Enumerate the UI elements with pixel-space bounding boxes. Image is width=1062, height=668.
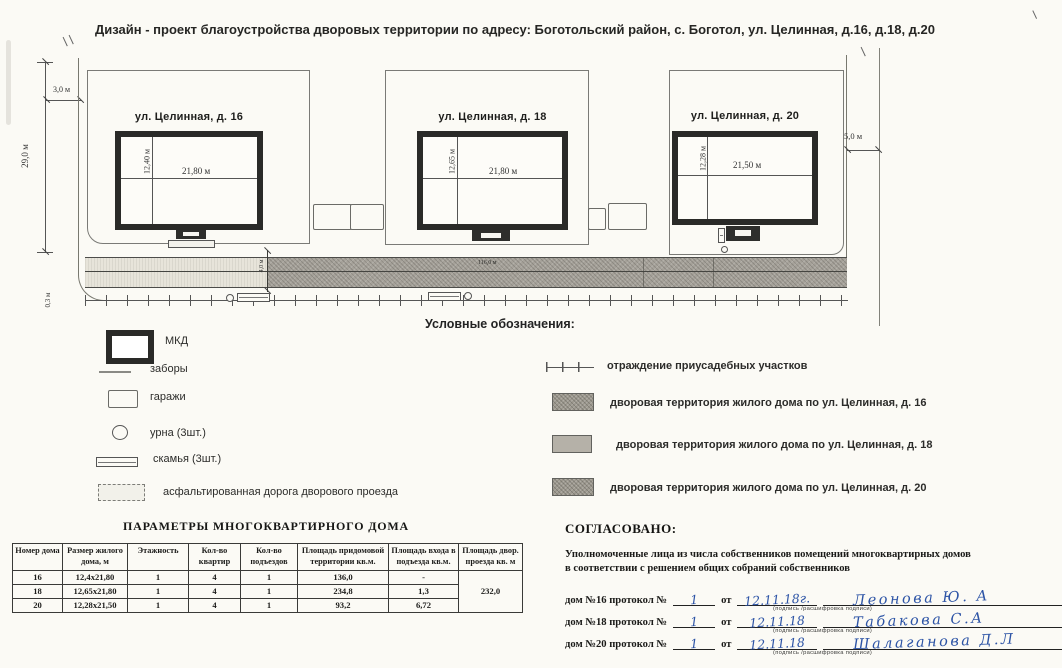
territory-18-legend-swatch: [552, 435, 592, 453]
dim-line-29m: [45, 62, 46, 252]
building-20-width-label: 21,50 м: [733, 160, 762, 170]
road-division: [713, 258, 714, 287]
table-title: ПАРАМЕТРЫ МНОГОКВАРТИРНОГО ДОМА: [122, 519, 410, 533]
legend-label-territory-16: дворовая территория жилого дома по ул. Целинная, д. 16: [610, 397, 927, 409]
road-asphalt-section: [85, 258, 267, 287]
building-16: [115, 131, 263, 230]
legend-label-urn: урна (3шт.): [150, 427, 206, 439]
handwritten-signature: Шалаганова Д.Л: [853, 631, 1017, 654]
protocol-ot: от: [721, 617, 732, 628]
building-18-divider-v: [457, 137, 458, 224]
garage: [608, 203, 647, 230]
territory-16-legend-swatch: [552, 393, 594, 411]
building-18-porch-inner: [481, 233, 501, 238]
cell: 1: [128, 570, 189, 584]
signature-caption: (подпись /расшифровка подписи): [773, 628, 873, 634]
legend-label-mkd: МКД: [165, 335, 189, 347]
building-20-height-label: 12,28 м: [698, 145, 708, 172]
cell: 12,4x21,80: [63, 570, 128, 584]
dim-label-29m: 29,0 м: [20, 144, 30, 168]
fence-right-outer: [879, 48, 880, 326]
cell: 1: [241, 570, 298, 584]
bench-symbol: [718, 228, 725, 243]
cell: 16: [13, 570, 63, 584]
legend-label-garages: гаражи: [150, 391, 186, 403]
approval-heading: СОГЛАСОВАНО:: [565, 521, 677, 536]
territory-20-legend-swatch: [552, 478, 594, 496]
protocol-number-field: [673, 590, 715, 606]
fence-break-mark: [68, 35, 73, 45]
handwritten-signature: Табакова С.А: [853, 610, 986, 632]
table-header-row: [13, 544, 523, 571]
protocol-number-field: [673, 634, 715, 650]
cell: 12,65x21,80: [63, 584, 128, 598]
building-20-porch: [726, 226, 760, 241]
cell: 18: [13, 584, 63, 598]
legend-label-bench: скамья (3шт.): [153, 453, 222, 465]
road-division: [643, 258, 644, 287]
cell: -: [389, 570, 459, 584]
handwritten-date: 12.11.18: [749, 634, 806, 653]
building-16-width-label: 21,80 м: [182, 166, 211, 176]
cell: 1: [128, 584, 189, 598]
urn-symbol: [226, 294, 234, 302]
signature-field: [823, 610, 1062, 632]
dim-line-3m: [46, 100, 82, 101]
approval-intro-line2: в соответствии с решением общих собраний собственников: [565, 563, 851, 574]
cell: 1: [128, 598, 189, 612]
dim-label-3m: 3,0 м: [53, 85, 71, 94]
fence-break-mark: [62, 37, 67, 47]
bench-symbol: [428, 292, 461, 301]
signature-caption: (подпись /расшифровка подписи): [773, 606, 873, 612]
col-header: Номер дома: [13, 544, 63, 571]
col-header: Площадь двор. проезда кв. м: [459, 544, 523, 571]
cell: 20: [13, 598, 63, 612]
col-header: Размер жилого дома, м: [63, 544, 128, 571]
dim-label-5m: 5,0 м: [844, 131, 863, 141]
road-legend-icon: [98, 484, 145, 501]
handwritten-number: 1: [689, 635, 699, 652]
col-header: Площадь входа в подъезда кв.м.: [389, 544, 459, 571]
approval-intro-line1: Уполномоченные лица из числа собственников помещений многоквартирных домов: [565, 549, 971, 560]
cell: 12,28x21,50: [63, 598, 128, 612]
urn-symbol: [721, 246, 728, 253]
garage: [350, 204, 384, 230]
protocol-row-house18: [565, 610, 1062, 634]
building-16-porch-base: [168, 240, 215, 248]
urn-symbol: [464, 292, 472, 300]
plot-fence-legend-icon: [546, 362, 594, 372]
protocol-date-field: [737, 590, 817, 609]
building-16-divider-v: [152, 137, 153, 224]
protocol-date-field: [737, 634, 817, 653]
protocol-number-field: [673, 612, 715, 628]
col-header: Кол-во подъездов: [241, 544, 298, 571]
page-title: Дизайн - проект благоустройства дворовых территории по адресу: Боготольский район, с. Боготол, ул. Целинная, д.16, д.18, д.20: [95, 22, 935, 37]
table-row: [13, 584, 523, 598]
cell: 136,0: [298, 570, 389, 584]
handwritten-signature: Леонова Ю. А: [853, 588, 991, 610]
legend-label-fences: заборы: [150, 363, 188, 375]
cell: 6,72: [389, 598, 459, 612]
dim-line-5m: [847, 150, 879, 151]
mkd-legend-icon: [106, 330, 154, 364]
fence-right-inner: [846, 55, 847, 258]
building-18-title: ул. Целинная, д. 18: [438, 111, 547, 123]
dim-line-4m: [267, 250, 268, 292]
protocol-prefix: дом №20 протокол №: [565, 639, 668, 650]
urn-legend-icon: [112, 425, 128, 440]
building-18-divider-h: [423, 178, 562, 179]
table-row: [13, 598, 523, 612]
handwritten-date: 12.11.18г.: [744, 590, 811, 609]
cell: 4: [189, 598, 241, 612]
protocol-date-field: [737, 612, 817, 631]
cell: 234,8: [298, 584, 389, 598]
cell-merged: 232,0: [459, 570, 523, 612]
bench-symbol: [237, 293, 270, 302]
building-20-title: ул. Целинная, д. 20: [690, 110, 800, 122]
handwritten-date: 12.11.18: [749, 612, 806, 631]
building-16-porch: [176, 230, 206, 239]
signature-field: [823, 588, 1062, 610]
cell: 1: [241, 584, 298, 598]
legend-label-road: асфальтированная дорога дворового проезда: [163, 486, 399, 498]
building-16-divider-h: [121, 178, 257, 179]
building-18-porch: [472, 230, 510, 241]
building-16-title: ул. Целинная, д. 16: [134, 111, 244, 123]
fence-break-mark: [860, 47, 865, 57]
protocol-prefix: дом №18 протокол №: [565, 617, 668, 628]
dim-label-4m: 4,0 м: [259, 259, 265, 273]
dim-label-03m: 0,3 м: [44, 292, 52, 308]
legend-heading: Условные обозначения:: [425, 317, 575, 331]
protocol-ot: от: [721, 595, 732, 606]
legend-label-territory-20: дворовая территория жилого дома по ул. Целинная, д. 20: [610, 482, 927, 494]
scan-smudge: [6, 40, 11, 125]
fence-legend-icon: [99, 371, 131, 373]
courtyard-road: [85, 257, 847, 288]
legend-label-plot-fence: отраждение приусадебных участков: [607, 360, 808, 372]
signature-caption: (подпись /расшифровка подписи): [773, 650, 873, 656]
road-territory-section: [267, 258, 847, 287]
handwritten-number: 1: [689, 613, 699, 630]
col-header: Этажность: [128, 544, 189, 571]
building-18-height-label: 12,65 м: [447, 148, 457, 175]
protocol-prefix: дом №16 протокол №: [565, 595, 668, 606]
building-18: [417, 131, 568, 230]
bench-legend-icon: [96, 457, 138, 467]
col-header: Кол-во квартир: [189, 544, 241, 571]
cell: 4: [189, 570, 241, 584]
cell: 93,2: [298, 598, 389, 612]
garage-legend-icon: [108, 390, 138, 408]
cell: 1: [241, 598, 298, 612]
building-16-porch-inner: [183, 232, 199, 236]
garage: [588, 208, 606, 230]
building-16-height-label: 12,40 м: [142, 148, 152, 175]
protocol-row-house20: [565, 631, 1062, 656]
protocol-row-house16: [565, 588, 1062, 612]
building-20: [672, 131, 818, 225]
road-centerline: [85, 271, 847, 272]
cell: 4: [189, 584, 241, 598]
handwritten-number: 1: [689, 591, 699, 608]
legend-label-territory-18: дворовая территория жилого дома по ул. Целинная, д. 18: [616, 439, 933, 451]
signature-field: [823, 631, 1062, 654]
table-row: [13, 570, 523, 584]
building-20-porch-inner: [735, 230, 751, 236]
scan-mark: [1032, 10, 1037, 19]
garage: [313, 204, 352, 230]
building-18-width-label: 21,80 м: [489, 166, 518, 176]
parameters-table: [12, 543, 523, 613]
col-header: Площадь придомовой территории кв.м.: [298, 544, 389, 571]
cell: 1,3: [389, 584, 459, 598]
dim-label-road-length: 116,0 м: [478, 260, 497, 266]
protocol-ot: от: [721, 639, 732, 650]
